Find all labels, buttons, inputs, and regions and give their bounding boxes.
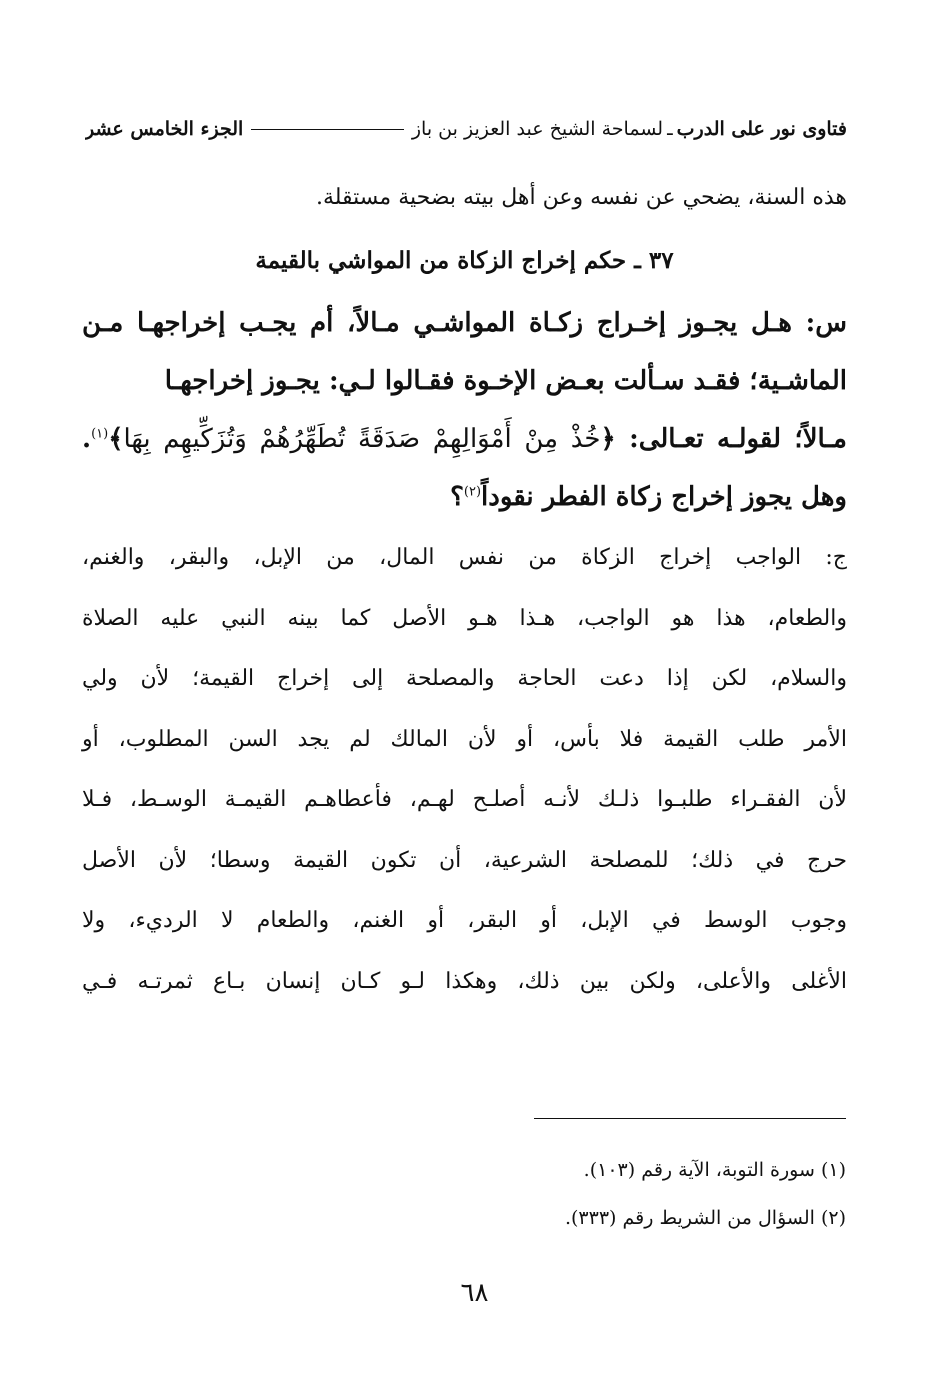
header-dash: ـ — [667, 118, 673, 140]
footnote: (٢) السؤال من الشريط رقم (٣٣٣). — [564, 1207, 846, 1229]
header-book-title: فتاوى نور على الدرب — [676, 118, 847, 140]
answer-line: الأمر طلب القيمة فلا بأس، أو لأن المالك لم يجد السن المطلوب، أو — [82, 726, 847, 752]
answer-line: والسلام، لكن إذا دعت الحاجة والمصلحة إلى إخراج القيمة؛ لأن ولي — [82, 666, 847, 691]
continuation-line: هذه السنة، يضحي عن نفسه وعن أهل بيته بضحية مستقلة. — [315, 185, 847, 210]
footnotes — [246, 1146, 846, 1242]
footnote: (١) سورة التوبة، الآية رقم (١٠٣). — [583, 1159, 846, 1181]
footnote-ref: (١) — [91, 426, 109, 442]
verse-close-bracket: ﴾ — [108, 424, 124, 454]
answer-line: لأن الفقـراء طلبـوا ذلـك لأنـه أصلـح لهـم، فأعطاهـم القيمـة الوسـط، فـلا — [82, 787, 847, 812]
answer-line: الأغلى والأعلى، ولكن بين ذلك، وهكذا لـو كـان إنسان بـاع ثمرتـه فـي — [82, 968, 847, 994]
question-text: مـالاً؛ لقولـه تعـالى: ﴿ — [600, 424, 847, 454]
answer-line: وجوب الوسط في الإبل، أو البقر، أو الغنم، والطعام لا الرديء، ولا — [82, 908, 847, 933]
page-number: ٦٨ — [460, 1278, 489, 1308]
answer-line: حرج في ذلك؛ للمصلحة الشرعية، أن تكون القيمة وسطا؛ لأن الأصل — [82, 847, 847, 873]
answer-block — [82, 528, 847, 1012]
footnote-separator — [534, 1118, 846, 1119]
question-text: وهل يجوز إخراج زكاة الفطر نقوداً — [481, 482, 847, 512]
question-line-with-verse — [82, 410, 847, 468]
question-block — [82, 294, 847, 526]
question-text: . — [82, 424, 92, 454]
section-heading: ٣٧ ـ حكم إخراج الزكاة من المواشي بالقيمة — [255, 247, 674, 274]
question-text: ؟ — [450, 482, 464, 512]
header-rule — [251, 129, 404, 130]
running-header — [85, 112, 847, 146]
question-line: الماشـية؛ فقـد سـألت بعـض الإخـوة فقـالوا لـي: يجـوز إخراجهـا — [164, 366, 847, 396]
header-part: الجزء الخامس عشر — [85, 118, 244, 140]
answer-line: والطعام، هذا هو الواجب، هـذا هـو الأصل كما بينه النبي عليه الصلاة — [82, 605, 847, 631]
question-line: س: هـل يجـوز إخـراج زكـاة المواشـي مـالاً، أم يجـب إخراجهـا مـن — [82, 308, 847, 338]
quran-verse: خُذْ مِنْ أَمْوَالِهِمْ صَدَقَةً تُطَهِّرُهُمْ وَتُزَكِّيهِم بِهَا — [123, 424, 601, 454]
question-line — [82, 468, 847, 526]
header-author: لسماحة الشيخ عبد العزيز بن باز — [411, 118, 664, 140]
page-body — [82, 168, 847, 1012]
answer-line: ج: الواجب إخراج الزكاة من نفس المال، من الإبل، والبقر، والغنم، — [82, 545, 847, 570]
footnote-ref: (٢) — [463, 484, 482, 500]
